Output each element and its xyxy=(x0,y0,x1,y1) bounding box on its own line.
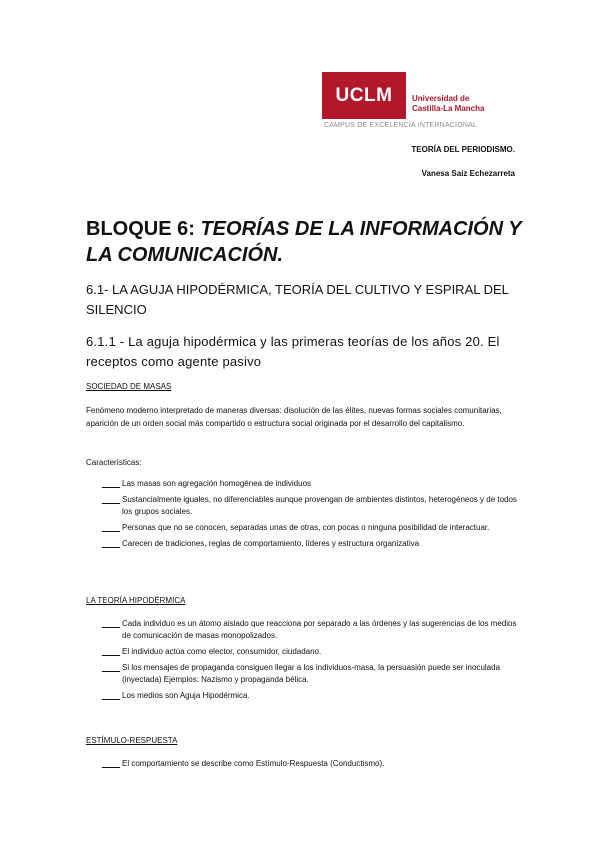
dash-bullet xyxy=(102,662,120,672)
list-item: Si los mensajes de propaganda consiguen llegar a los individuos-masa, la persuasión puede ser inoculada (inyectada) Ejemplos: Nazismo y propaganda bélica. xyxy=(86,662,526,686)
dash-bullet xyxy=(102,758,120,768)
logo-university-name xyxy=(412,94,484,114)
heading-sociedad-de-masas: SOCIEDAD DE MASAS xyxy=(86,382,172,391)
dash-bullet xyxy=(102,646,120,656)
list-item: Los medios son Aguja Hipodérmica. xyxy=(86,690,526,702)
section-subtitle: 6.1- LA AGUJA HIPODÉRMICA, TEORÍA DEL CULTIVO Y ESPIRAL DEL SILENCIO xyxy=(86,282,509,317)
logo-university-line1: Universidad de xyxy=(412,94,470,103)
heading-estimulo-respuesta: ESTÍMULO-RESPUESTA xyxy=(86,736,178,745)
list-item: Cada individuo es un átomo aislado que reacciona por separado a las órdenes y las sugerencias de los medios de comunicación de masas monopolizados. xyxy=(86,618,526,642)
logo-university-line2: Castilla-La Mancha xyxy=(412,104,485,113)
uclm-logo-mark xyxy=(322,72,406,119)
masas-intro-paragraph: Fenómeno moderno interpretado de maneras diversas: disolución de las élites, nuevas formas sociales comunitarias, aparición de un orden social más compartido o estructura social originada por el desarrollo del capitalismo. xyxy=(86,406,502,428)
list-item: Carecen de tradiciones, reglas de comportamiento, líderes y estructura organizativa xyxy=(86,538,526,550)
list-item: Personas que no se conocen, separadas unas de otras, con pocas o ninguna posibilidad de interactuar. xyxy=(86,522,526,534)
list-item: Sustancialmente iguales, no diferenciables aunque provengan de ambientes distintos, heterogéneos y de todos los grupos sociales. xyxy=(86,494,526,518)
author-name: Vanesa Saiz Echezarreta xyxy=(421,169,515,178)
page-title xyxy=(86,216,526,268)
list-item: El comportamiento se describe como Estímulo-Respuesta (Conductismo). xyxy=(86,758,526,770)
uclm-logo xyxy=(322,72,522,132)
list-item: El individuo actúa como elector, consumidor, ciudadano. xyxy=(86,646,526,658)
estimulo-list xyxy=(86,758,526,774)
subsection-title: 6.1.1 - La aguja hipodérmica y las primeras teorías de los años 20. El receptos como agente pasivo xyxy=(86,334,500,369)
dash-bullet xyxy=(102,538,120,548)
features-label: Características: xyxy=(86,458,142,467)
logo-mark-text: UCLM xyxy=(335,84,393,106)
masas-feature-list xyxy=(86,478,526,554)
list-item: Las masas son agregación homogénea de individuos xyxy=(86,478,526,490)
logo-campus-tagline: CAMPUS DE EXCELENCIA INTERNACIONAL xyxy=(324,122,478,129)
dash-bullet xyxy=(102,618,120,628)
course-name: TEORÍA DEL PERIODISMO. xyxy=(411,145,515,154)
title-emphasis: TEORÍAS DE LA INFORMACIÓN Y LA COMUNICACIÓN. xyxy=(86,218,522,266)
dash-bullet xyxy=(102,522,120,532)
dash-bullet xyxy=(102,690,120,700)
dash-bullet xyxy=(102,494,120,504)
heading-teoria-hipodermica: LA TEORÍA HIPODÉRMICA xyxy=(86,596,186,605)
hipodermica-list xyxy=(86,618,526,706)
title-prefix: BLOQUE 6: xyxy=(86,218,201,240)
dash-bullet xyxy=(102,478,120,488)
